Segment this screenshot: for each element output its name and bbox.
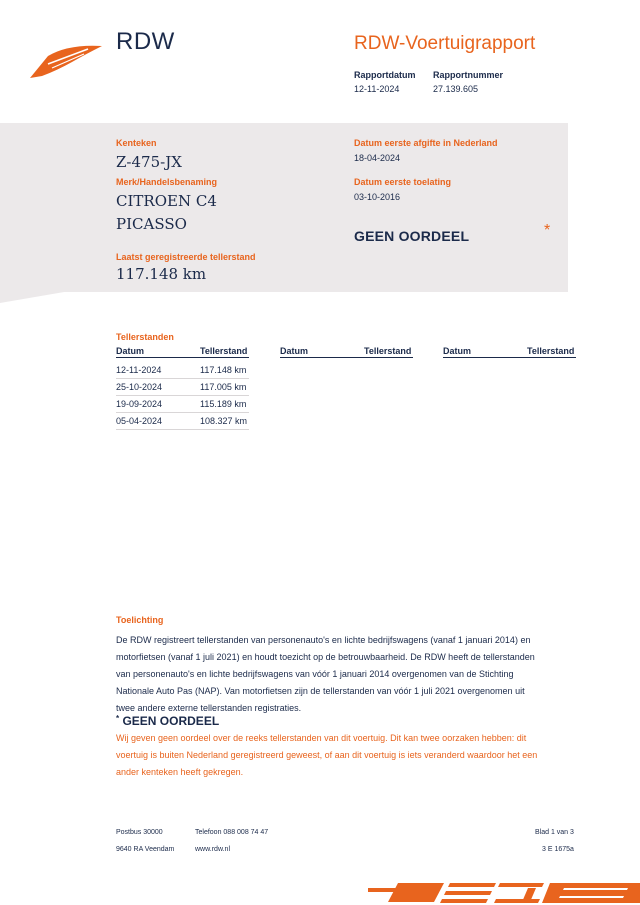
kenteken-label: Kenteken — [116, 138, 157, 148]
rdw-speed-stripes-icon — [368, 880, 640, 905]
text-line: Wij geven geen oordeel over de reeks tellerstanden van dit voertuig. Dit kan twee oorzaken hebben: dit — [116, 733, 527, 743]
col-tellerstand-3: Tellerstand — [527, 346, 575, 356]
merk-value-line2: PICASSO — [116, 215, 187, 233]
col-tellerstand-2: Tellerstand — [364, 346, 412, 356]
text-line: van personenauto's en lichte bedrijfswagens van vóór 1 januari 2014 overgenomen van de Stichting — [116, 669, 514, 679]
table-header-rule-3 — [443, 357, 576, 358]
text-line: motorfietsen (vanaf 1 juli 2021) en houdt toezicht op de betrouwbaarheid. De RDW heeft de tellerstanden — [116, 652, 535, 662]
toelichting-title: Toelichting — [116, 615, 164, 625]
row-divider — [116, 429, 249, 430]
row-divider — [116, 395, 249, 396]
text-line: voertuig is buiten Nederland geregistreerd geweest, of aan dit voertuig is iets veranderd waardoor het een — [116, 750, 538, 760]
table-row-4-stand: 108.327 km — [200, 416, 248, 426]
footer-web[interactable]: www.rdw.nl — [195, 846, 231, 853]
col-datum-1: Datum — [116, 346, 145, 356]
text-line: twee andere externe tellerstanden registraties. — [116, 703, 302, 713]
tellerstanden-title: Tellerstanden — [116, 332, 174, 342]
rapportdatum-value: 12-11-2024 — [354, 84, 400, 94]
table-row-2-datum: 25-10-2024 — [116, 382, 163, 392]
rapportnummer-label: Rapportnummer — [433, 70, 504, 80]
brand-name: RDW — [116, 28, 175, 55]
table-row-1-stand: 117.148 km — [200, 365, 247, 375]
panel-notch — [0, 291, 70, 303]
footer-plaats: 9640 RA Veendam — [116, 846, 175, 853]
afgifte-label: Datum eerste afgifte in Nederland — [354, 138, 498, 148]
footer-code: 3 E 1675a — [542, 846, 574, 853]
table-header-rule-1 — [116, 357, 249, 358]
text-line: ander kenteken heeft gekregen. — [116, 767, 244, 777]
table-row-1-datum: 12-11-2024 — [116, 365, 162, 375]
footer-telefoon: Telefoon 088 008 74 47 — [195, 829, 269, 836]
heading-text: GEEN OORDEEL — [122, 714, 220, 728]
verdict-text: GEEN OORDEEL — [354, 228, 470, 244]
tellerstand-value: 117.148 km — [116, 265, 207, 283]
report-title: RDW-Voertuigrapport — [354, 33, 536, 54]
footer-postbus: Postbus 30000 — [116, 829, 163, 836]
toelating-value: 03-10-2016 — [354, 192, 401, 202]
table-row-2-stand: 117.005 km — [200, 382, 247, 392]
kenteken-value: Z-475-JX — [116, 153, 182, 171]
tellerstand-label: Laatst geregistreerde tellerstand — [116, 252, 256, 262]
text-line: Nationale Auto Pas (NAP). Van motorfietsen zijn de tellerstanden van vóór 1 juli 2021 overgenomen uit — [116, 686, 525, 696]
table-row-4-datum: 05-04-2024 — [116, 416, 163, 426]
table-header-rule-2 — [280, 357, 413, 358]
verdict-star: * — [544, 222, 551, 239]
toelichting-paragraph — [116, 632, 586, 717]
row-divider — [116, 378, 249, 379]
geen-oordeel-heading — [116, 714, 219, 728]
merk-value-line1: CITROEN C4 — [116, 192, 217, 210]
row-divider — [116, 412, 249, 413]
col-datum-2: Datum — [280, 346, 309, 356]
afgifte-value: 18-04-2024 — [354, 153, 401, 163]
table-row-3-stand: 115.189 km — [200, 399, 247, 409]
col-tellerstand-1: Tellerstand — [200, 346, 248, 356]
rapportnummer-value: 27.139.605 — [433, 84, 479, 94]
footer-blad: Blad 1 van 3 — [535, 829, 574, 836]
toelating-label: Datum eerste toelating — [354, 177, 452, 187]
text-line: De RDW registreert tellerstanden van personenauto's en lichte bedrijfswagens (vanaf 1 januari 2014) en — [116, 635, 531, 645]
vehicle-summary-panel — [0, 123, 568, 292]
table-row-3-datum: 19-09-2024 — [116, 399, 163, 409]
rdw-wing-logo-icon — [28, 40, 104, 80]
rapportdatum-label: Rapportdatum — [354, 70, 416, 80]
heading-star: * — [116, 714, 120, 723]
merk-label: Merk/Handelsbenaming — [116, 177, 218, 187]
geen-oordeel-paragraph — [116, 730, 586, 781]
col-datum-3: Datum — [443, 346, 472, 356]
